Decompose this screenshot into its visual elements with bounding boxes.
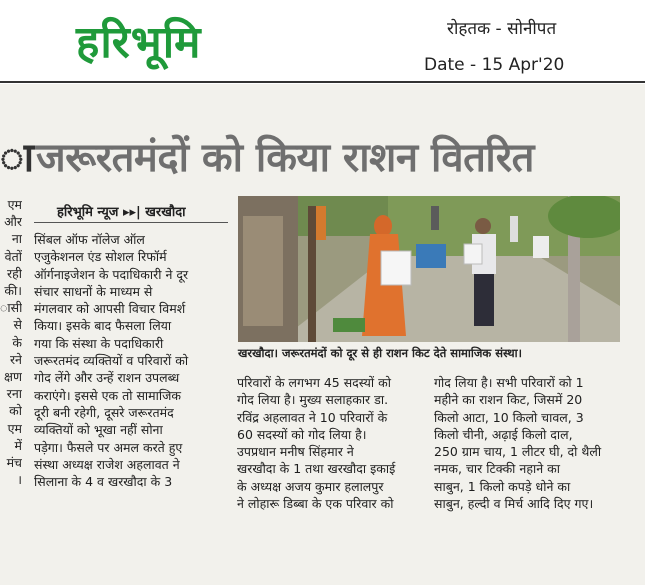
article-text-line: जरूरतमंद व्यक्तियों व परिवारों को [34,353,189,369]
article-text-line: कराएंगे। इससे एक तो सामाजिक [34,387,181,403]
article-text-line: सिंबल ऑफ नॉलेज ऑल [34,232,145,247]
fragment-text-line: को [9,403,22,419]
article-text-line: व्यक्तियों को भूखा नहीं सोना [34,422,163,438]
article-text-line: मंगलवार को आपसी विचार विमर्श [34,301,186,317]
article-text-line: 250 ग्राम चाय, 1 लीटर घी, दो थैली [434,444,602,460]
adjacent-article-fragment [0,196,22,488]
headline-fragment-left: ा [0,135,35,181]
fragment-text-line: ासी [0,300,22,316]
newspaper-logo: हरिभूमि [76,17,202,68]
photo-caption: खरखौदा। जरूरतमंदों को दूर से ही राशन किट देते सामाजिक संस्था। [238,346,522,360]
news-clipping [0,84,645,585]
article-text-line: 60 सदस्यों को गोद लिया है। [237,426,367,442]
article-text-line: संस्था अध्यक्ष राजेश अहलावत ने [34,456,180,472]
edition-label: रोहतक - सोनीपत [447,19,557,39]
article-text-line: गोद लिया है। सभी परिवारों को 1 [434,375,584,390]
article-text-line: खरखौदा के 1 तथा खरखौदा इकाई [237,461,396,477]
fragment-text-line: के [12,334,22,350]
article-text-line: संचार साधनों के माध्यम से [34,283,153,299]
article-text-line: महीने का राशन किट, जिसमें 20 [434,392,583,408]
article-text-line: एजुकेशनल एंड सोशल रिफॉर्म [34,249,167,265]
article-headline: जरूरतमंदों को किया राशन वितरित [36,135,534,181]
fragment-text-line: में [14,437,22,453]
fragment-text-line: । [17,472,22,488]
article-text-line: नमक, चार टिक्की नहाने का [434,461,560,477]
fragment-text-line: से [13,317,22,333]
article-text-line: ने लोहारू डिब्बा के एक परिवार को [237,496,394,512]
article-text-line: रविंद्र अहलावत ने 10 परिवारों के [237,409,388,425]
article-text-line: दूरी बनी रहेगी, दूसरे जरूरतमंद [34,404,174,420]
article-text-line: गोद लेंगे और उन्हें राशन उपलब्ध [34,370,180,386]
article-text-line: साबुन, 1 किलो कपड़े धोने का [434,478,571,494]
fragment-text-line: एम [7,420,22,436]
byline-divider [34,222,228,223]
article-photo [238,196,620,342]
article-text-line: साबुन, हल्दी व मिर्च आदि दिए गए। [434,496,594,512]
article-column-2 [237,374,423,512]
fragment-text-line: वेतों [4,248,22,264]
fragment-text-line: रही [7,265,22,281]
fragment-text-line: ना [11,231,22,247]
photo-image [238,196,620,342]
article-text-line: उपप्रधान मनीष सिंहमार ने [237,444,354,460]
article-text-line: किया। इसके बाद फैसला लिया [34,318,172,334]
fragment-text-line: क्षण [3,369,22,385]
date-label: Date - 15 Apr'20 [424,55,565,75]
article-text-line: सिलाना के 4 व खरखौदा के 3 [34,474,173,490]
article-text-line: गोद लिया है। मुख्य सलाहकार डा. [237,392,389,408]
article-text-line: किलो चीनी, अढ़ाई किलो दाल, [434,426,573,442]
article-byline: हरिभूमि न्यूज ▸▸| खरखौदा [57,205,186,220]
article-text-line: परिवारों के लगभग 45 सदस्यों को [237,375,391,390]
article-text-line: गया कि संस्था के पदाधिकारी [34,335,164,351]
article-column-1 [34,231,224,490]
article-column-3 [434,374,624,512]
fragment-text-line: रना [6,386,22,402]
article-text-line: पड़ेगा। फैसले पर अमल करते हुए [34,439,183,455]
article-text-line: किलो आटा, 10 किलो चावल, 3 [434,409,584,425]
article-text-line: ऑर्गनाइजेशन के पदाधिकारी ने दूर [34,266,189,282]
masthead [0,0,645,82]
fragment-text-line: मंच [6,455,22,471]
fragment-text-line: और [4,214,22,230]
fragment-text-line: रने [9,351,22,367]
article-text-line: के अध्यक्ष अजय कुमार हलालपुर [237,478,384,494]
header-divider [0,81,645,83]
fragment-text-line: की। [4,283,22,299]
fragment-text-line: एम [7,197,22,212]
